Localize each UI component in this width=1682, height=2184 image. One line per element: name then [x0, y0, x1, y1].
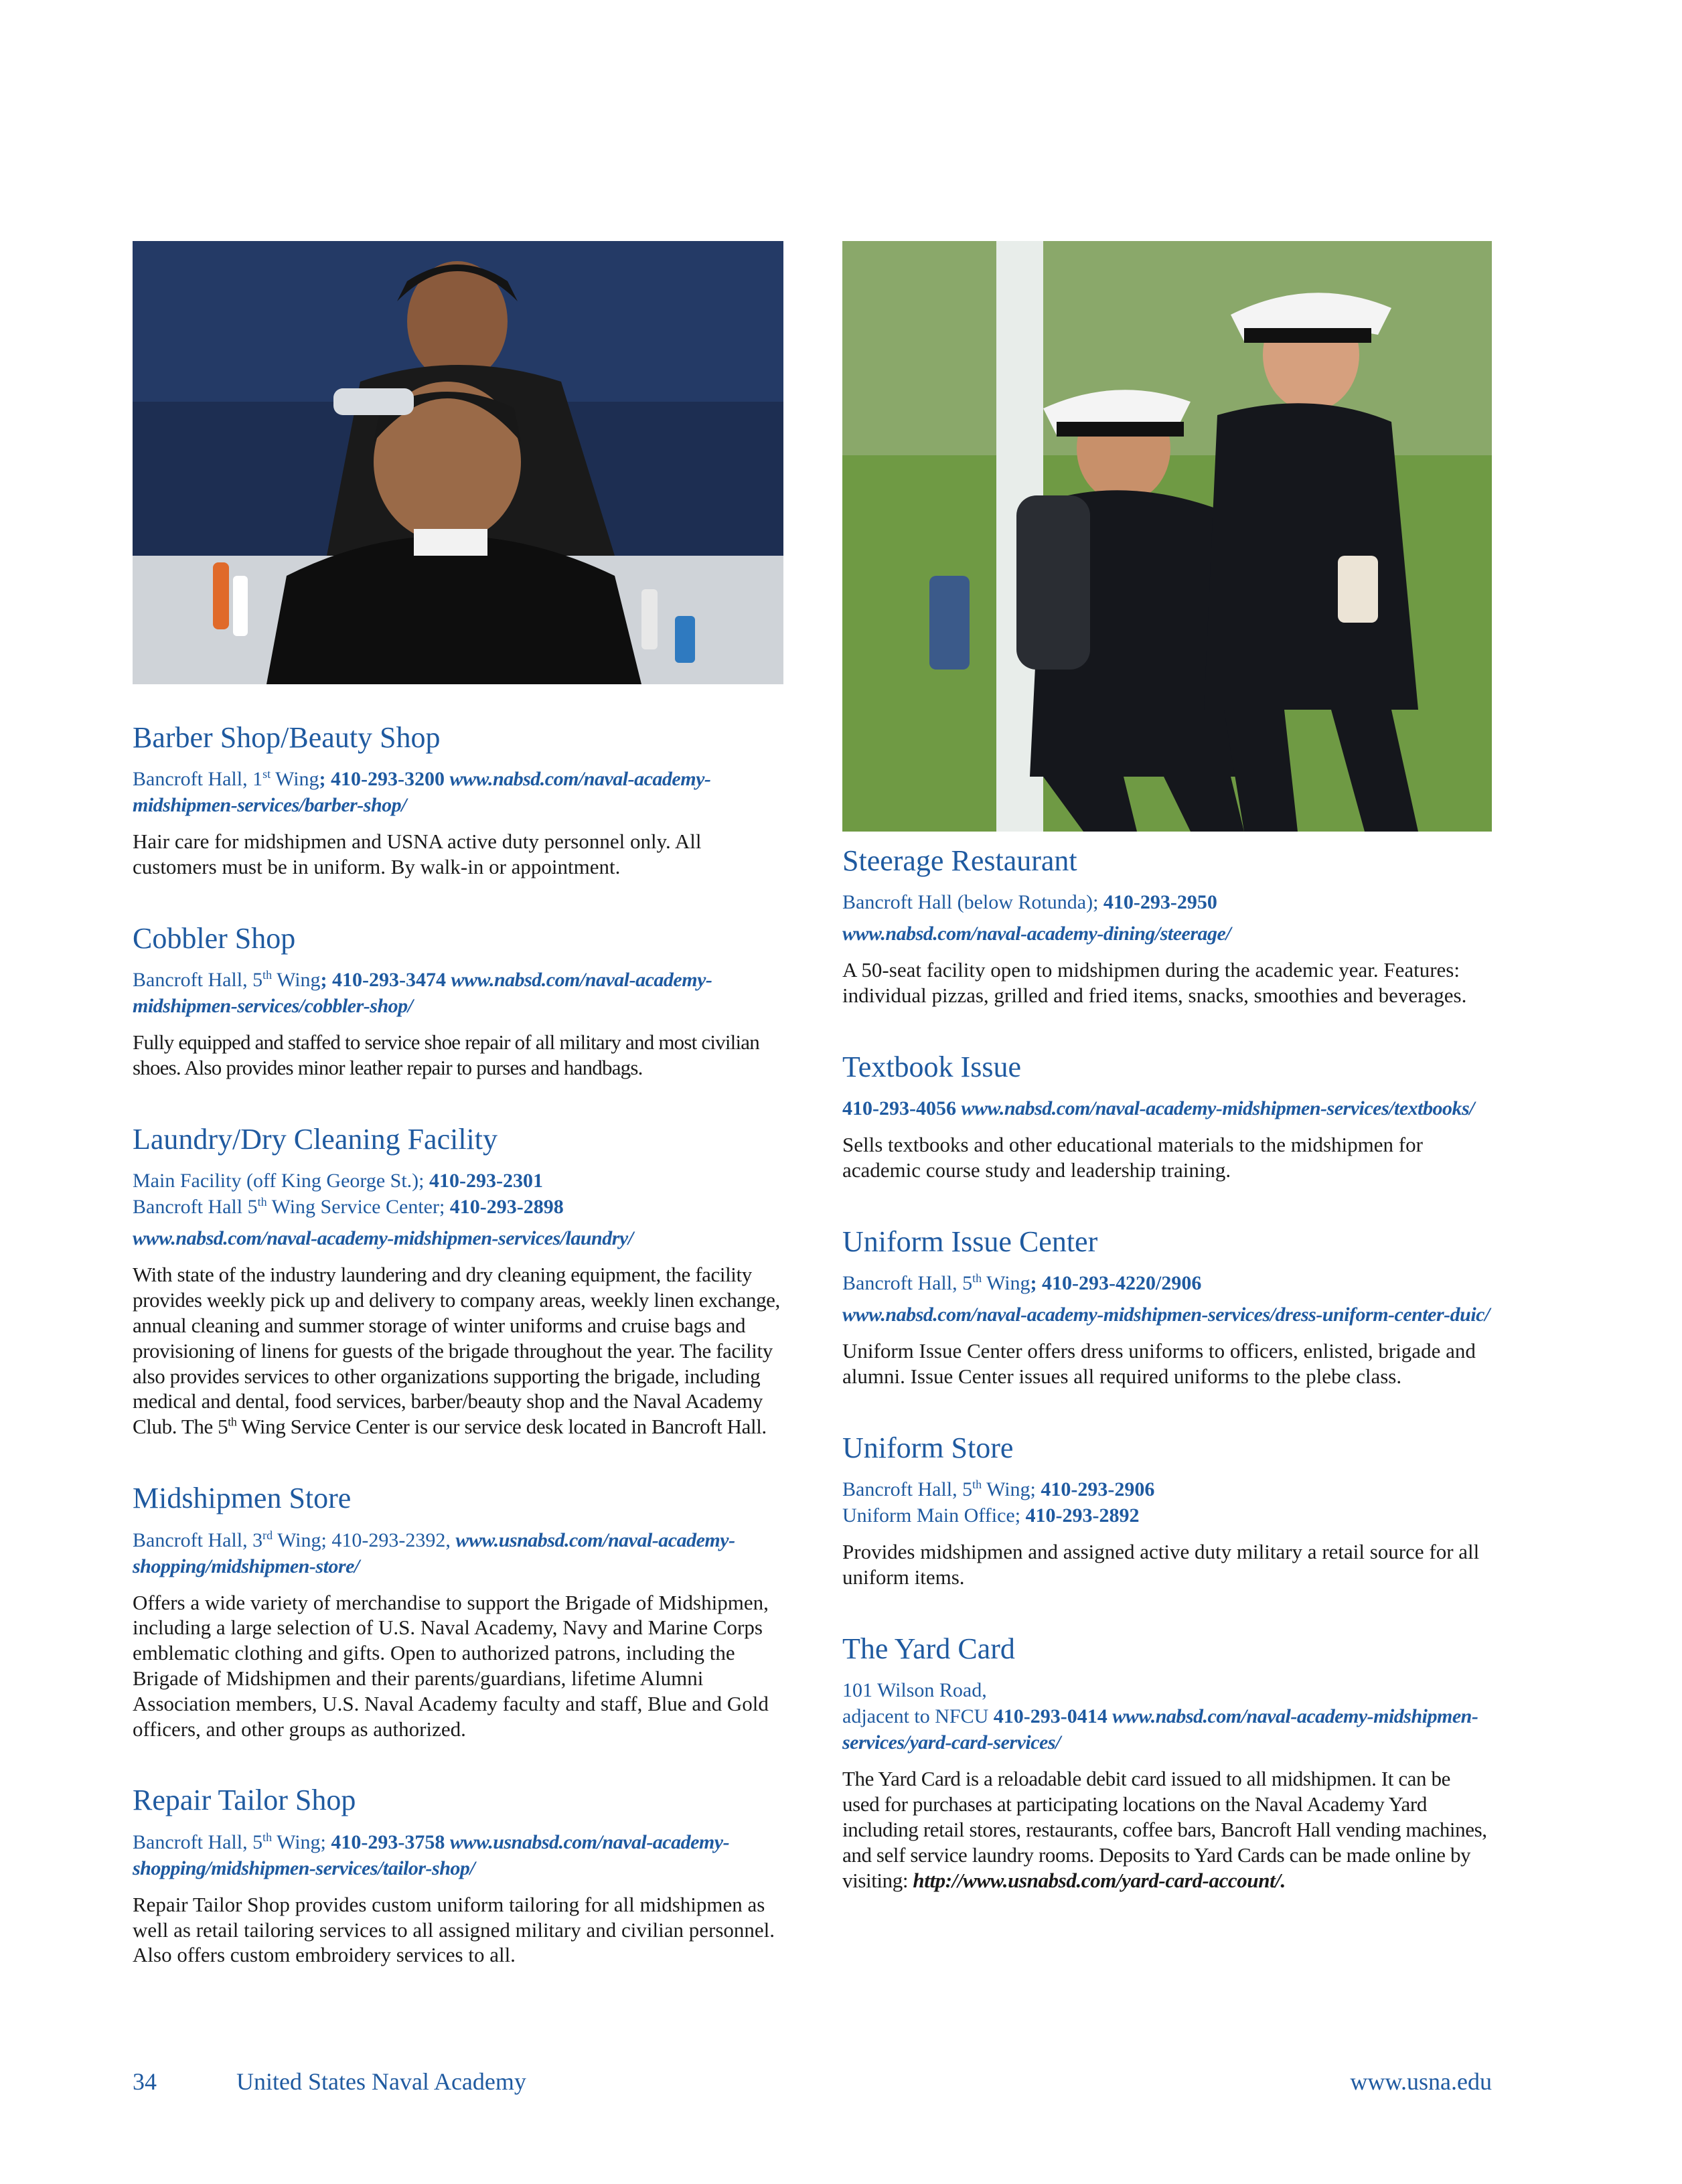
- midshipmen-store-section: [133, 1482, 783, 1741]
- textbook-heading: Textbook Issue: [842, 1050, 1021, 1084]
- midshipmen-store-contact: Bancroft Hall, 3rd Wing; 410-293-2392, www.usnabsd.com/naval-academy-shopping/midshipmen-store/: [133, 1528, 735, 1577]
- uniform-issue-section: [842, 1226, 1492, 1389]
- uniform-store-heading: Uniform Store: [842, 1431, 1014, 1465]
- uniform-store-contact: Bancroft Hall, 5th Wing; 410-293-2906 Uniform Main Office; 410-293-2892: [842, 1478, 1155, 1527]
- yard-card-heading: The Yard Card: [842, 1632, 1015, 1666]
- uniform-main-office-phone: 410-293-2892: [1025, 1504, 1140, 1527]
- barber-shop-heading: Barber Shop/Beauty Shop: [133, 721, 441, 754]
- yard-card-contact: 101 Wilson Road, adjacent to NFCU 410-293-0414 www.nabsd.com/naval-academy-midshipmen-services/yard-card-services/: [842, 1679, 1478, 1754]
- uniform-issue-link[interactable]: www.nabsd.com/naval-academy-midshipmen-services/dress-uniform-center-duic/: [842, 1304, 1490, 1326]
- barber-shop-section: [133, 722, 783, 880]
- repair-tailor-contact: Bancroft Hall, 5th Wing; 410-293-3758 www.usnabsd.com/naval-academy-shopping/midshipmen-services/tailor-shop/: [133, 1830, 730, 1879]
- yard-card-section: [842, 1633, 1492, 1893]
- barber-shop-description: Hair care for midshipmen and USNA active duty personnel only. All customers must be in uniform. By walk-in or appointment.: [133, 830, 702, 879]
- steerage-section: [842, 845, 1492, 1008]
- cobbler-shop-description: Fully equipped and staffed to service shoe repair of all military and most civilian shoes. Also provides minor leather repair to purses and handbags.: [133, 1030, 759, 1080]
- barber-shop-photo: [133, 241, 783, 684]
- laundry-main-phone: 410-293-2301: [429, 1170, 543, 1192]
- cobbler-shop-phone: ; 410-293-3474: [320, 969, 451, 992]
- uniform-store-description: Provides midshipmen and assigned active duty military a retail source for all uniform items.: [842, 1540, 1480, 1589]
- textbook-section: [842, 1051, 1492, 1183]
- textbook-phone: 410-293-4056: [842, 1097, 962, 1120]
- uniform-issue-description: Uniform Issue Center offers dress uniforms to officers, enlisted, brigade and alumni. Issue Center issues all required uniforms to the plebe class.: [842, 1339, 1476, 1389]
- repair-tailor-section: [133, 1784, 783, 1968]
- yard-card-description: The Yard Card is a reloadable debit card issued to all midshipmen. It can be used for purchases at participating locations on the Naval Academy Yard including retail stores, restaurants, coffee bars, Bancroft Hall vending machines, and self service laundry rooms. Deposits to Yard Cards can be made online by visiting: http://www.usnabsd.com/yard-card-account/.: [842, 1767, 1487, 1892]
- steerage-phone: 410-293-2950: [1103, 891, 1217, 914]
- midshipmen-walking-photo: [842, 241, 1492, 832]
- laundry-section: [133, 1123, 783, 1439]
- repair-tailor-heading: Repair Tailor Shop: [133, 1784, 356, 1817]
- publication-name: United States Naval Academy: [236, 2068, 526, 2095]
- textbook-contact: [842, 1095, 1492, 1121]
- cobbler-shop-contact: Bancroft Hall, 5th Wing; 410-293-3474 www.nabsd.com/naval-academy-midshipmen-services/cobbler-shop/: [133, 968, 712, 1018]
- page-number: 34: [133, 2068, 157, 2095]
- midshipmen-store-heading: Midshipmen Store: [133, 1482, 352, 1515]
- yard-card-link[interactable]: www.nabsd.com/naval-academy-midshipmen-services/yard-card-services/: [842, 1705, 1478, 1754]
- steerage-description: A 50-seat facility open to midshipmen during the academic year. Features: individual pizzas, grilled and fried items, snacks, smoothies and beverages.: [842, 958, 1467, 1008]
- right-column: [842, 845, 1492, 1936]
- left-column: [133, 722, 783, 2011]
- laundry-contact: Main Facility (off King George St.); 410-293-2301 Bancroft Hall 5th Wing Service Center; 410-293-2898: [133, 1170, 564, 1219]
- uniform-issue-phone: ; 410-293-4220/2906: [1030, 1272, 1202, 1295]
- laundry-description: With state of the industry laundering and dry cleaning equipment, the facility provides weekly pick up and delivery to company areas, weekly linen exchange, annual cleaning and summer storage of winter uniforms and cruise bags and provisioning of linens for guests of the brigade throughout the year. The facility also provides services to other organizations supporting the brigade, including medical and dental, food services, barber/beauty shop and the Naval Academy Club. The 5th Wing Service Center is our service desk located in Bancroft Hall.: [133, 1263, 780, 1439]
- laundry-service-phone: 410-293-2898: [449, 1196, 564, 1219]
- repair-tailor-description: Repair Tailor Shop provides custom uniform tailoring for all midshipmen as well as retail tailoring services to all assigned military and civilian personnel. Also offers custom embroidery services to all.: [133, 1892, 775, 1967]
- repair-tailor-phone: 410-293-3758: [331, 1830, 450, 1853]
- cobbler-shop-section: [133, 923, 783, 1081]
- website-link[interactable]: www.usna.edu: [1350, 2068, 1492, 2095]
- steerage-link[interactable]: www.nabsd.com/naval-academy-dining/steerage/: [842, 923, 1231, 945]
- laundry-link[interactable]: www.nabsd.com/naval-academy-midshipmen-services/laundry/: [133, 1227, 633, 1250]
- barber-shop-link[interactable]: www.nabsd.com/naval-academy-midshipmen-services/barber-shop/: [133, 768, 711, 817]
- uniform-issue-contact: Bancroft Hall, 5th Wing; 410-293-4220/2906: [842, 1271, 1202, 1295]
- steerage-contact: Bancroft Hall (below Rotunda); 410-293-2950: [842, 891, 1217, 914]
- midshipmen-store-description: Offers a wide variety of merchandise to support the Brigade of Midshipmen, including a large selection of U.S. Naval Academy, Navy and Marine Corps emblematic clothing and gifts. Open to authorized patrons, including the Brigade of Midshipmen and their parents/guardians, lifetime Alumni Association members, U.S. Naval Academy faculty and staff, Blue and Gold officers, and other groups as authorized.: [133, 1590, 769, 1741]
- uniform-issue-heading: Uniform Issue Center: [842, 1225, 1098, 1259]
- laundry-heading: Laundry/Dry Cleaning Facility: [133, 1123, 498, 1156]
- textbook-link[interactable]: www.nabsd.com/naval-academy-midshipmen-services/textbooks/: [961, 1097, 1474, 1120]
- midshipmen-store-link[interactable]: www.usnabsd.com/naval-academy-shopping/midshipmen-store/: [133, 1529, 735, 1577]
- yard-card-account-link[interactable]: http://www.usnabsd.com/yard-card-account/.: [913, 1868, 1286, 1892]
- cobbler-shop-link[interactable]: www.nabsd.com/naval-academy-midshipmen-services/cobbler-shop/: [133, 969, 712, 1018]
- barber-shop-contact: Bancroft Hall, 1st Wing; 410-293-3200 www.nabsd.com/naval-academy-midshipmen-services/barber-shop/: [133, 767, 711, 817]
- uniform-store-phone: 410-293-2906: [1041, 1478, 1155, 1501]
- repair-tailor-link[interactable]: www.usnabsd.com/naval-academy-shopping/midshipmen-services/tailor-shop/: [133, 1830, 730, 1879]
- cobbler-shop-heading: Cobbler Shop: [133, 922, 296, 955]
- textbook-description: Sells textbooks and other educational materials to the midshipmen for academic course study and leadership training.: [842, 1133, 1423, 1182]
- uniform-store-section: [842, 1432, 1492, 1590]
- yard-card-phone: 410-293-0414: [993, 1705, 1113, 1728]
- barber-shop-phone: ; 410-293-3200: [319, 768, 450, 791]
- steerage-heading: Steerage Restaurant: [842, 844, 1077, 877]
